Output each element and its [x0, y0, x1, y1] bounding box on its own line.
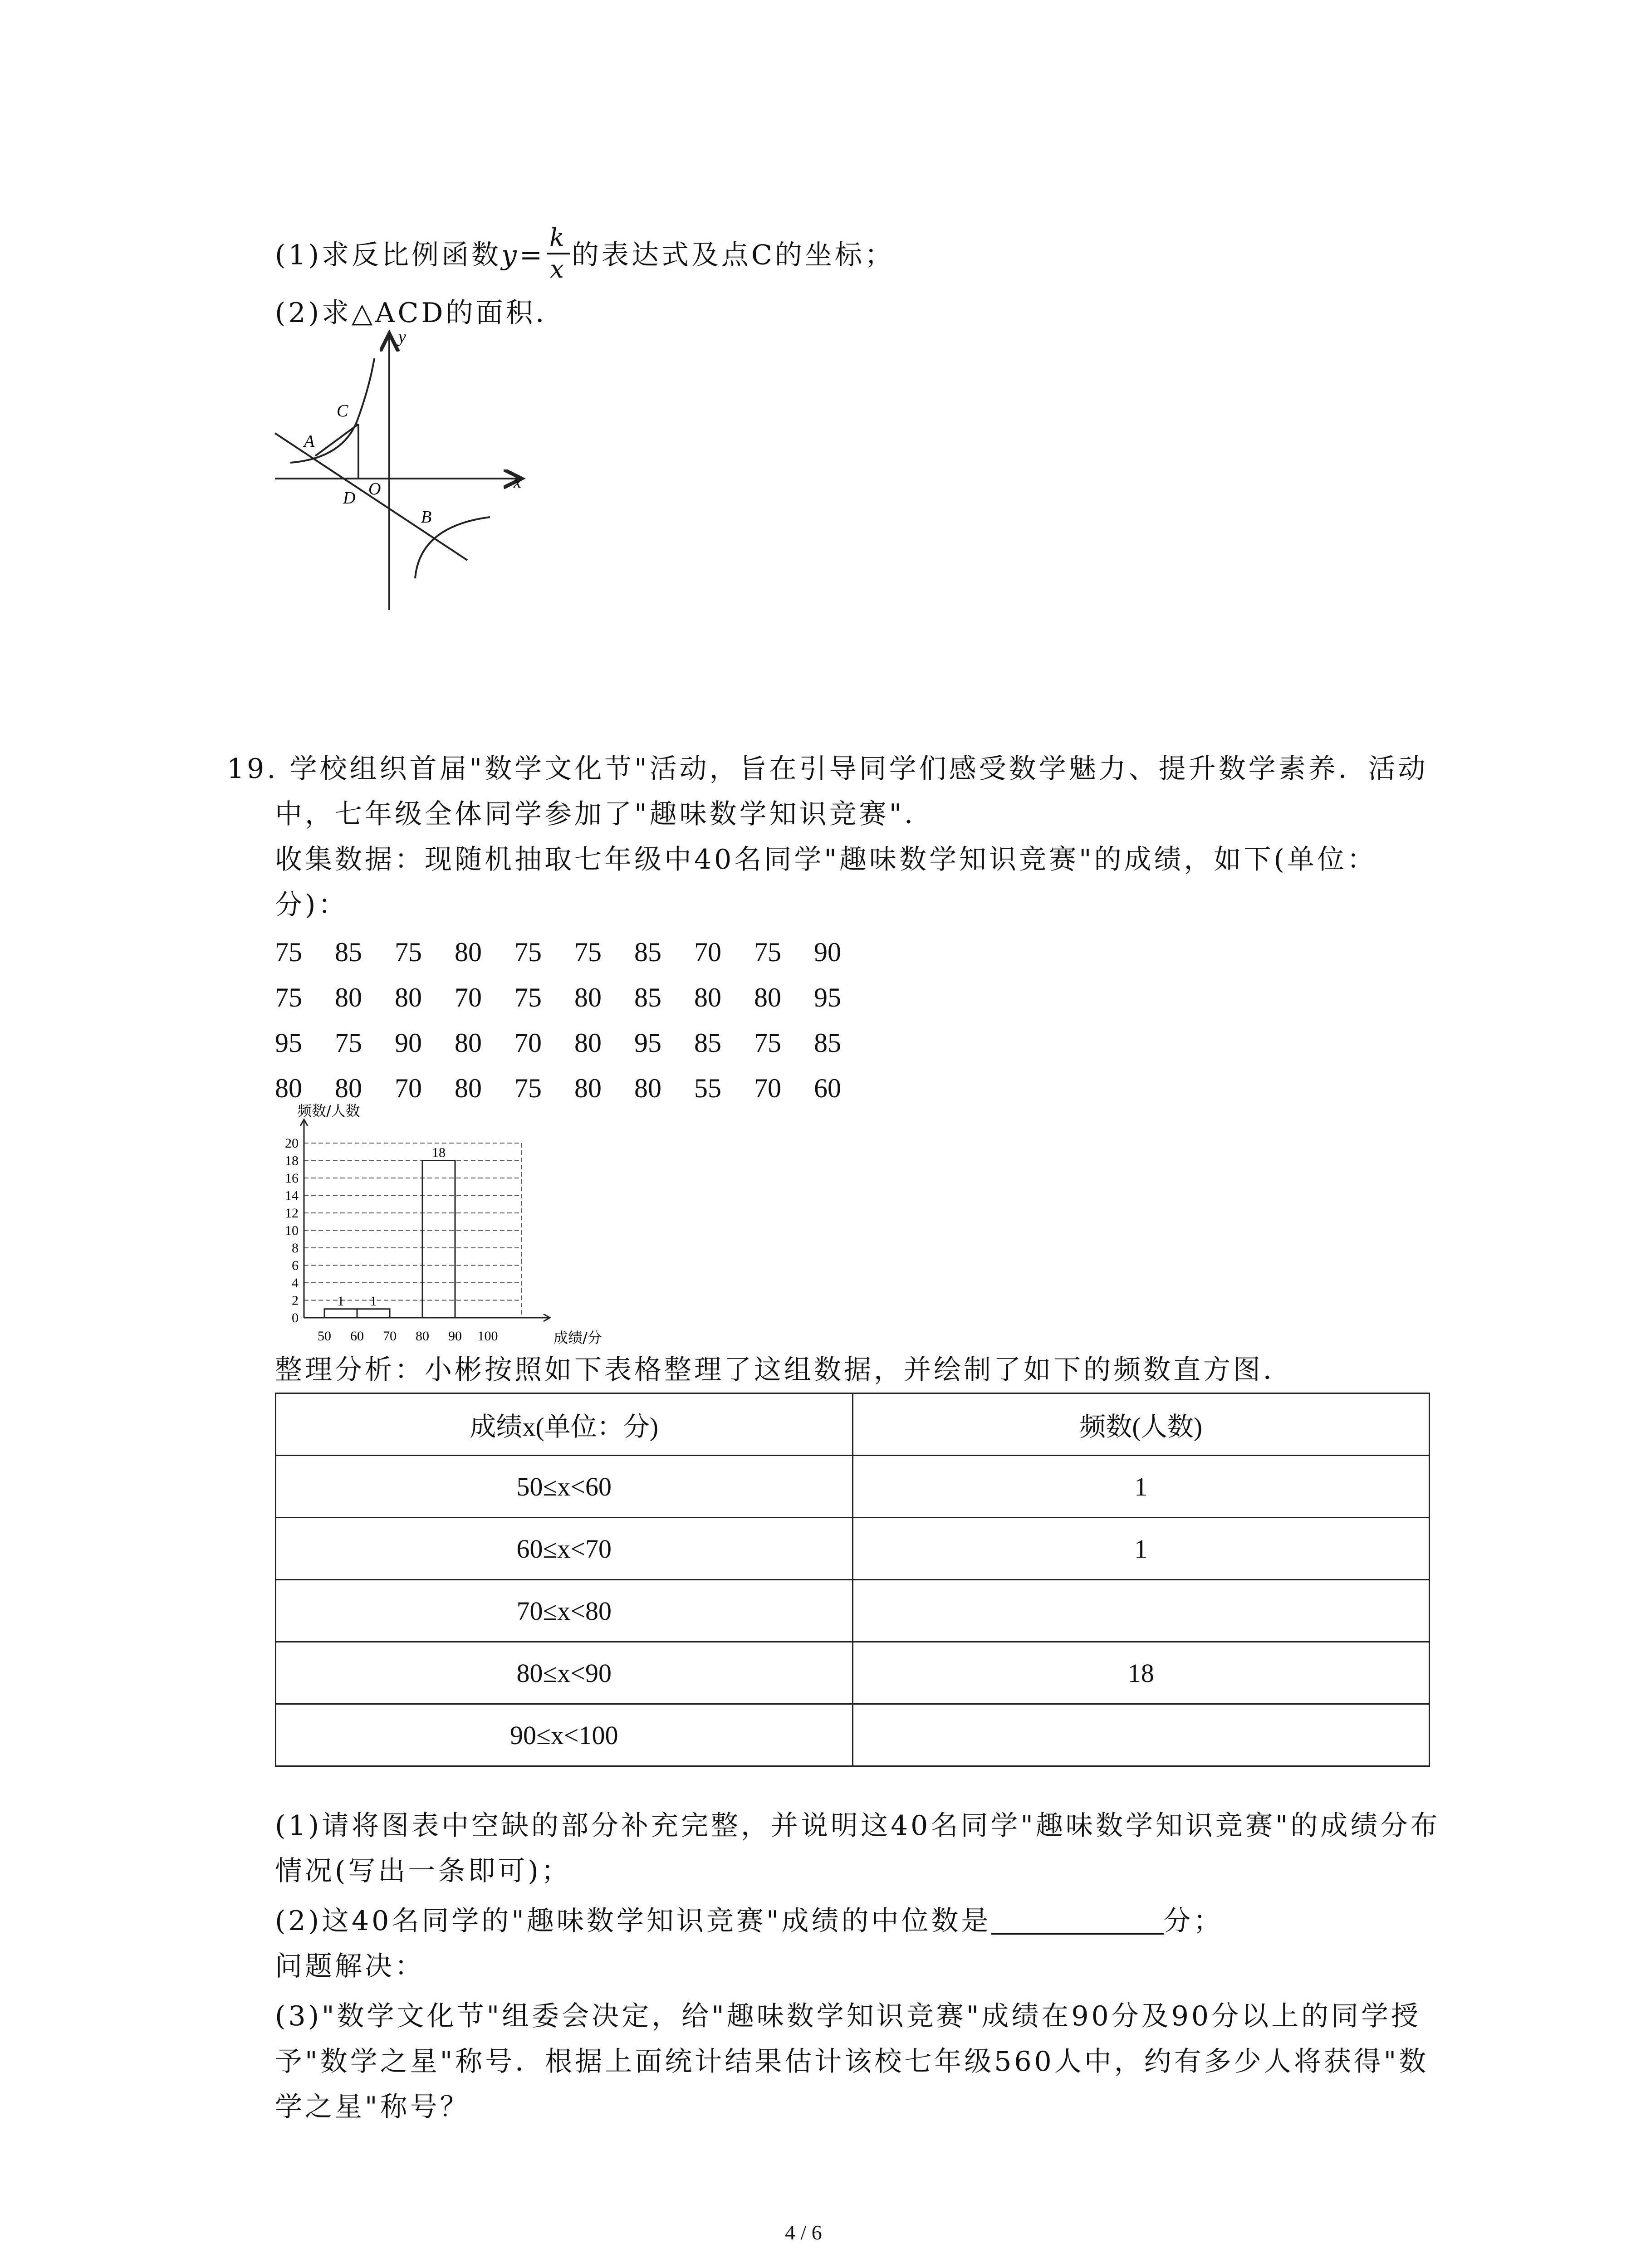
y-tick-label: 12: [285, 1206, 299, 1221]
label-y: y: [398, 327, 406, 347]
bar-value-label: 18: [432, 1145, 446, 1160]
q18-part1-suffix: 的表达式及点C的坐标；: [571, 239, 895, 271]
problem-solving-label: 问题解决：: [275, 1950, 425, 1982]
histogram-bar: [422, 1161, 455, 1318]
range-cell: 80≤x<90: [276, 1642, 853, 1704]
q19-collect-line2: 分)：: [275, 889, 348, 921]
score-value: 75: [275, 982, 302, 1012]
score-value: 80: [395, 982, 422, 1012]
x-axis-label: 成绩/分: [554, 1329, 602, 1346]
x-tick-label: 60: [350, 1329, 364, 1344]
q19-part2-suffix: 分；: [1163, 1905, 1224, 1937]
score-value: 75: [754, 937, 781, 967]
range-cell: 50≤x<60: [276, 1456, 853, 1518]
y-tick-label: 18: [285, 1153, 299, 1168]
score-value: 55: [694, 1073, 721, 1103]
histogram-bar: [324, 1309, 357, 1318]
score-value: 90: [395, 1028, 422, 1058]
score-value: 80: [455, 1028, 482, 1058]
segment-ac: [315, 424, 358, 456]
score-value: 70: [514, 1028, 542, 1058]
histogram-bar: [357, 1309, 390, 1318]
score-value: 75: [754, 1028, 781, 1058]
analysis-text: 整理分析：小彬按照如下表格整理了这组数据，并绘制了如下的频数直方图．: [275, 1354, 1293, 1386]
label-b: B: [421, 508, 432, 527]
table-row: [276, 1518, 1430, 1580]
table-header-row: [276, 1393, 1430, 1456]
table-row: [276, 1456, 1430, 1518]
score-value: 85: [814, 1028, 841, 1058]
x-tick-label: 70: [383, 1329, 397, 1344]
hyperbola-branch-upper-left: [290, 358, 374, 463]
score-value: 80: [455, 937, 482, 967]
y-tick-label: 14: [285, 1188, 299, 1203]
score-value: 75: [514, 1073, 542, 1103]
q18-part2: (2)求△ACD的面积．: [275, 297, 566, 329]
score-value: 80: [634, 1073, 661, 1103]
score-value: 80: [694, 982, 721, 1012]
q19-part1-line1: (1)请将图表中空缺的部分补充完整，并说明这40名同学"趣味数学知识竞赛"的成绩分布: [275, 1810, 1440, 1842]
count-cell-blank[interactable]: [852, 1580, 1430, 1642]
y-tick-label: 16: [285, 1171, 299, 1186]
score-value: 80: [574, 1073, 602, 1103]
q19-collect-line1: 收集数据：现随机抽取七年级中40名同学"趣味数学知识竞赛"的成绩，如下(单位：: [275, 844, 1377, 875]
score-value: 80: [335, 982, 362, 1012]
fraction-denominator: x: [550, 255, 567, 284]
q19-part1-line2: 情况(写出一条即可)；: [275, 1855, 571, 1887]
q19-part2-prefix: (2)这40名同学的"趣味数学知识竞赛"成绩的中位数是: [275, 1905, 991, 1937]
k-over-x-fraction: [547, 225, 570, 282]
y-tick-label: 6: [292, 1258, 299, 1273]
frequency-table: [275, 1393, 1430, 1767]
score-value: 70: [455, 982, 482, 1012]
label-x: x: [514, 473, 521, 492]
q19-intro-line2: 中，七年级全体同学参加了"趣味数学知识竞赛"．: [275, 798, 935, 830]
table-row: [276, 1580, 1430, 1642]
q19-part3-line3: 学之星"称号？: [275, 2091, 470, 2123]
q19-intro-line1: 19. 学校组织首届"数学文化节"活动，旨在引导同学们感受数学魅力、提升数学素养．活动: [227, 753, 1428, 785]
label-a: A: [304, 432, 315, 451]
score-value: 75: [395, 937, 422, 967]
range-cell: 70≤x<80: [276, 1580, 853, 1642]
count-cell: 18: [852, 1642, 1430, 1704]
count-cell: 1: [852, 1456, 1430, 1518]
score-value: 80: [455, 1073, 482, 1103]
score-value: 80: [574, 1028, 602, 1058]
score-value: 75: [514, 937, 542, 967]
y-tick-label: 4: [292, 1276, 299, 1290]
table-header: 频数(人数): [852, 1393, 1430, 1456]
x-tick-label: 50: [318, 1329, 331, 1344]
range-cell: 90≤x<100: [276, 1704, 853, 1766]
score-value: 85: [634, 937, 661, 967]
count-cell-blank[interactable]: [852, 1704, 1430, 1766]
count-cell: 1: [852, 1518, 1430, 1580]
label-c: C: [337, 401, 348, 420]
y-tick-label: 0: [292, 1310, 299, 1325]
table-row: [276, 1704, 1430, 1766]
score-value: 75: [335, 1028, 362, 1058]
frequency-histogram: [254, 1102, 617, 1352]
y-tick-label: 8: [292, 1241, 299, 1256]
score-value: 75: [275, 937, 302, 967]
x-tick-label: 80: [416, 1329, 429, 1344]
score-value: 75: [574, 937, 602, 967]
range-cell: 60≤x<70: [276, 1518, 853, 1580]
score-value: 80: [335, 1073, 362, 1103]
table-header: 成绩x(单位：分): [276, 1393, 853, 1456]
bar-value-label: 1: [337, 1293, 344, 1309]
x-tick-label: 90: [448, 1329, 462, 1344]
score-value: 75: [514, 982, 542, 1012]
q18-part1: [275, 223, 895, 285]
hyperbola-figure: [268, 327, 540, 617]
score-value: 95: [275, 1028, 302, 1058]
fraction-numerator: k: [547, 225, 570, 254]
bar-value-label: 1: [370, 1293, 377, 1309]
score-value: 95: [634, 1028, 661, 1058]
score-value: 85: [335, 937, 362, 967]
score-value: 90: [814, 937, 841, 967]
score-value: 85: [694, 1028, 721, 1058]
y-tick-label: 2: [292, 1293, 299, 1308]
score-value: 85: [634, 982, 661, 1012]
score-value: 70: [754, 1073, 781, 1103]
score-value: 95: [814, 982, 841, 1012]
page-number: 4 / 6: [785, 2221, 822, 2244]
x-tick-label: 100: [477, 1329, 498, 1344]
q19-part3-line2: 予"数学之星"称号．根据上面统计结果估计该校七年级560人中，约有多少人将获得"数: [275, 2046, 1429, 2077]
y-tick-label: 20: [285, 1136, 299, 1151]
q18-part1-var: y=: [501, 239, 545, 271]
q18-part1-prefix: (1)求反比例函数: [275, 239, 501, 271]
q19-part3-line1: (3)"数学文化节"组委会决定，给"趣味数学知识竞赛"成绩在90分及90分以上的同学授: [275, 2000, 1421, 2032]
score-value: 80: [754, 982, 781, 1012]
label-o: O: [368, 479, 381, 499]
score-value: 70: [395, 1073, 422, 1103]
score-value: 60: [814, 1073, 841, 1103]
y-axis-label: 频数/人数: [297, 1102, 360, 1119]
label-d: D: [343, 489, 356, 508]
y-tick-label: 10: [285, 1223, 299, 1238]
table-row: [276, 1642, 1430, 1704]
score-value: 80: [275, 1073, 302, 1103]
median-answer-blank[interactable]: [991, 1910, 1164, 1935]
score-value: 70: [694, 937, 721, 967]
q19-part2: [275, 1907, 1224, 1935]
score-value: 80: [574, 982, 602, 1012]
